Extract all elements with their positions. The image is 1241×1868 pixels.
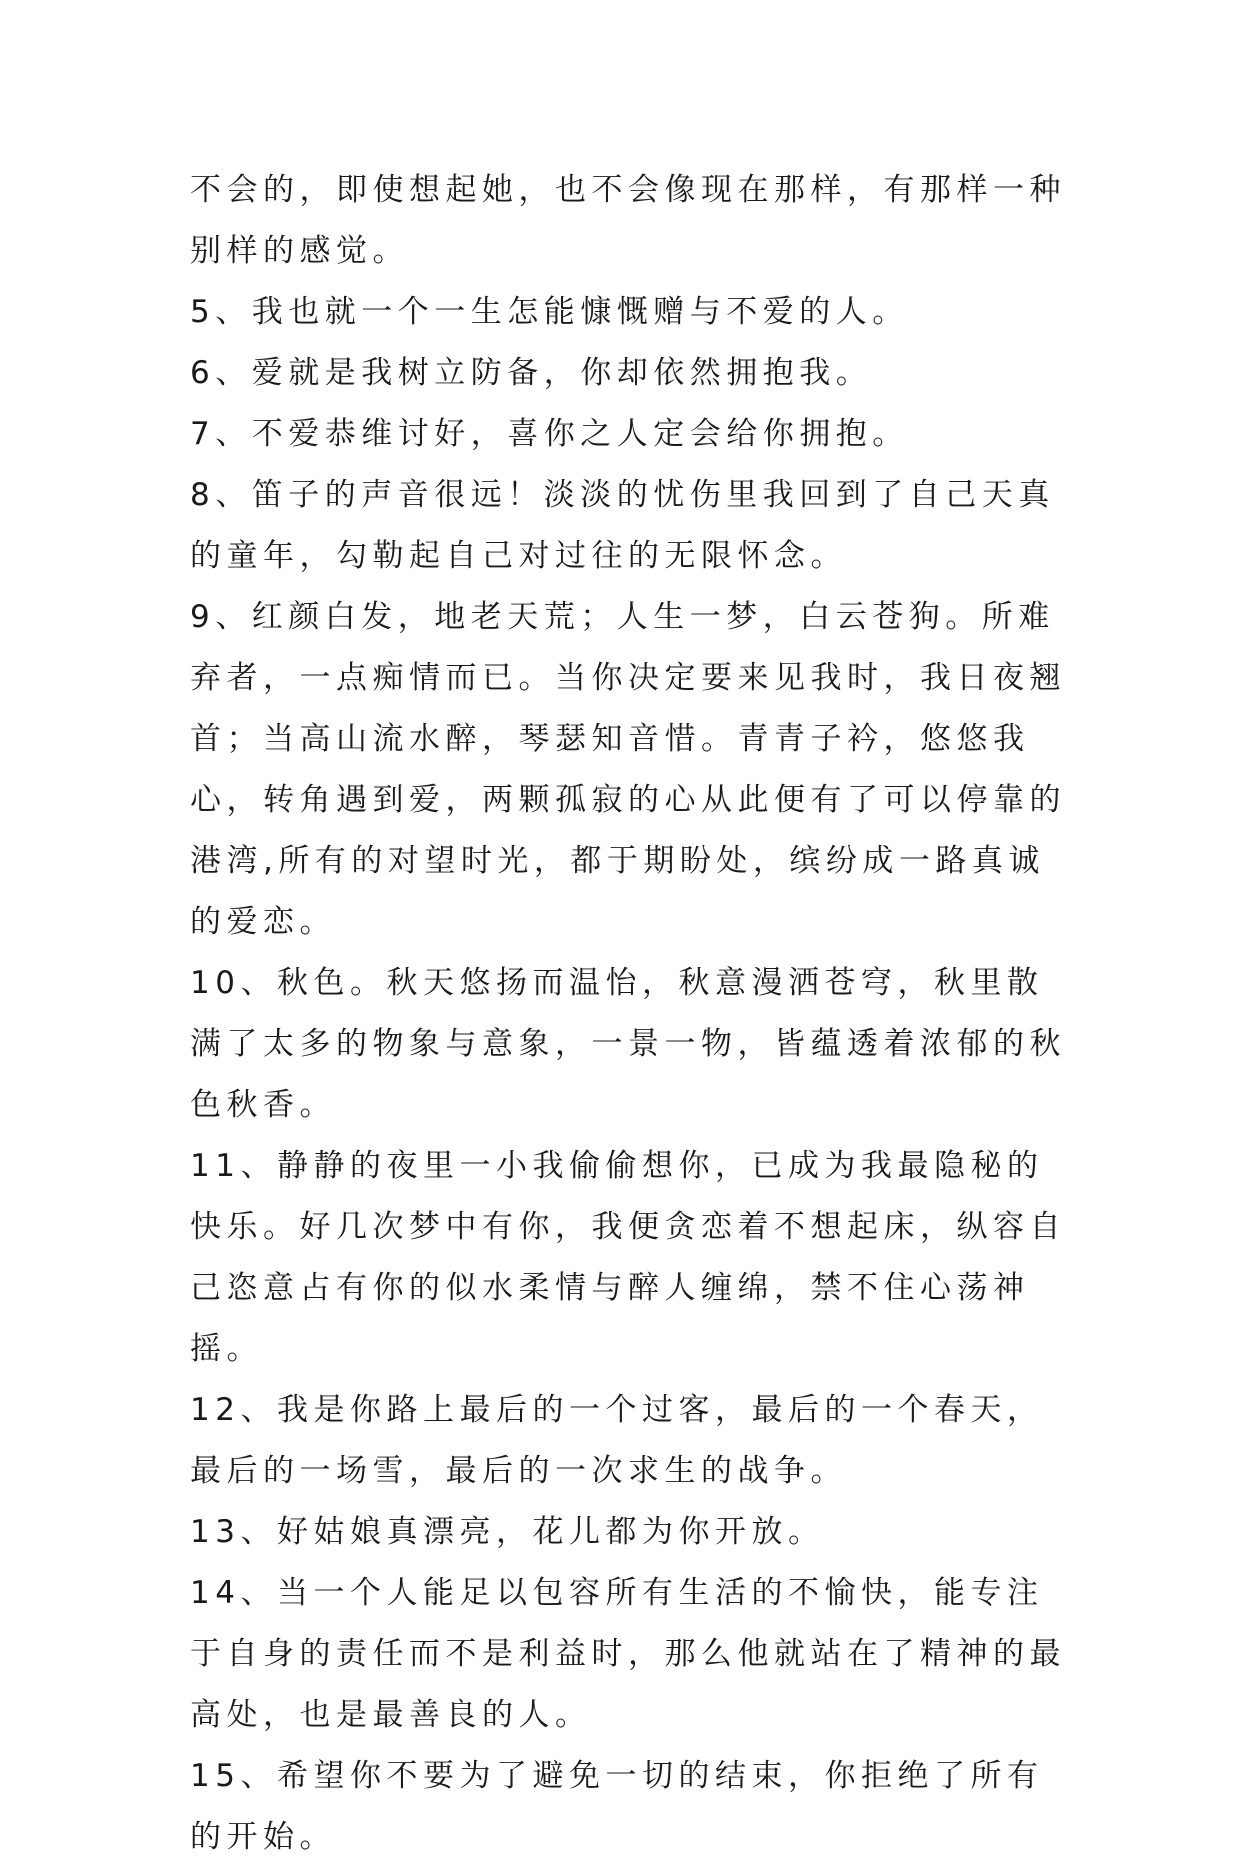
paragraph-item-15: 15、希望你不要为了避免一切的结束，你拒绝了所有的开始。 xyxy=(190,1758,1044,1855)
paragraph-item-8: 8、笛子的声音很远！淡淡的忧伤里我回到了自己天真的童年，勾勒起自己对过往的无限怀念。 xyxy=(190,477,1055,574)
paragraph-item-7: 7、不爱恭维讨好，喜你之人定会给你拥抱。 xyxy=(190,416,909,452)
paragraph-item-12: 12、我是你路上最后的一个过客，最后的一个春天，最后的一场雪，最后的一次求生的战争。 xyxy=(190,1392,1044,1489)
paragraph-item-5: 5、我也就一个一生怎能慷慨赠与不爱的人。 xyxy=(190,294,909,330)
paragraph-item-14: 14、当一个人能足以包容所有生活的不愉快，能专注于自身的责任而不是利益时，那么他就站在了精神的最高处，也是最善良的人。 xyxy=(190,1575,1066,1733)
paragraph-item-11: 11、静静的夜里一小我偷偷想你，已成为我最隐秘的快乐。好几次梦中有你，我便贪恋着不想起床，纵容自己恣意占有你的似水柔情与醉人缠绵，禁不住心荡神摇。 xyxy=(190,1148,1066,1367)
paragraph-item-13: 13、好姑娘真漂亮，花儿都为你开放。 xyxy=(190,1514,825,1550)
paragraph-item-6: 6、爱就是我树立防备，你却依然拥抱我。 xyxy=(190,355,873,391)
document-body xyxy=(190,160,1070,1868)
paragraph-item-10: 10、秋色。秋天悠扬而温怡，秋意漫洒苍穹，秋里散满了太多的物象与意象，一景一物，皆蕴透着浓郁的秋色秋香。 xyxy=(190,965,1066,1123)
paragraph-item-9: 9、红颜白发，地老天荒；人生一梦，白云苍狗。所难弃者，一点痴情而已。当你决定要来见我时，我日夜翘首；当高山流水醉，琴瑟知音惜。青青子衿，悠悠我心，转角遇到爱，两颗孤寂的心从此便有了可以停靠的港湾,所有的对望时光，都于期盼处，缤纷成一路真诚的爱恋。 xyxy=(190,599,1066,940)
paragraph-continuation: 不会的，即使想起她，也不会像现在那样，有那样一种别样的感觉。 xyxy=(190,172,1066,269)
